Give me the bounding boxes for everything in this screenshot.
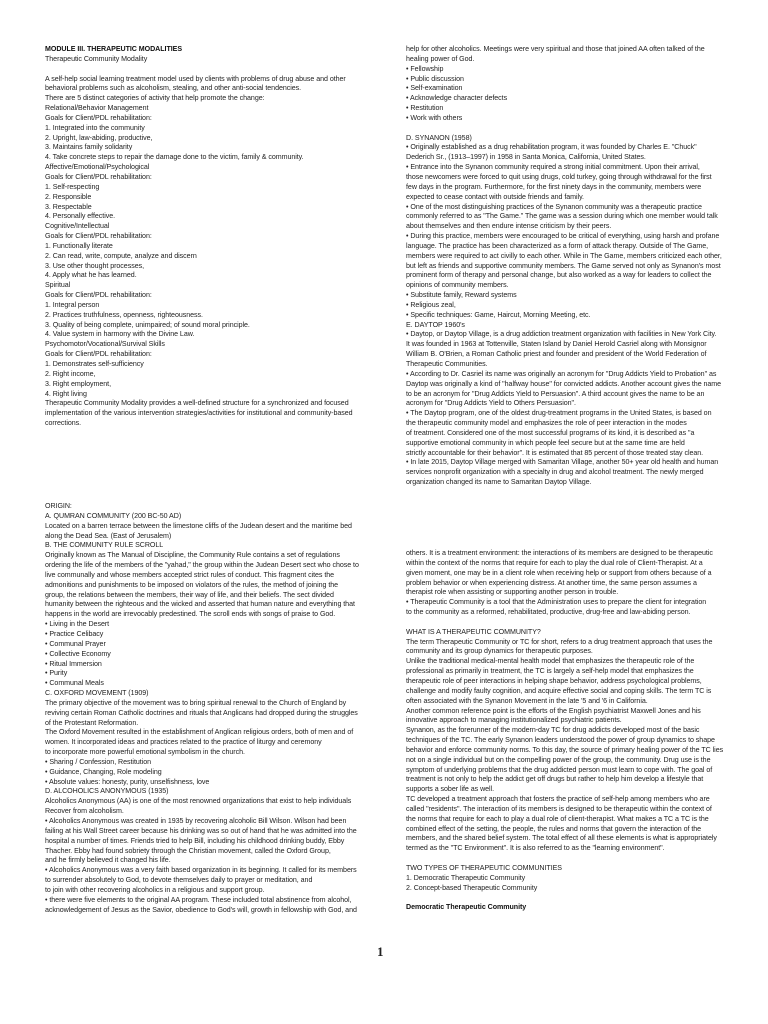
text-line: ordering the life of the members of the "yahad," the group within the Judean Desert sect who chose to bbox=[45, 561, 359, 570]
text-line: There are 5 distinct categories of activity that help promote the change: bbox=[45, 94, 265, 103]
text-line: 2. Upright, law-abiding, productive, bbox=[45, 133, 153, 142]
text-line: Psychomotor/Vocational/Survival Skills bbox=[45, 340, 165, 349]
text-line: expected to cease contact with outside friends and family. bbox=[406, 192, 584, 201]
text-line: admonitions and punishments to be imposed on violators of the rules, the method of joining the bbox=[45, 580, 339, 589]
text-line: • One of the most distinguishing practices of the Synanon community was a therapeutic practice bbox=[406, 202, 702, 211]
text-line: • Originally established as a drug rehabilitation program, it was founded by Charles E. "Chuck" bbox=[406, 143, 697, 152]
text-line: Democratic Therapeutic Community bbox=[406, 903, 527, 912]
text-line: to join with other recovering alcoholics in a religious and support group. bbox=[45, 885, 265, 894]
text-line: services nonprofit organization with a specialty in drug and alcohol treatment. The newly merged bbox=[406, 468, 704, 477]
text-line: 1. Self-respecting bbox=[45, 182, 100, 191]
text-line: • Practice Celibacy bbox=[45, 629, 104, 638]
text-line: Recover from alcoholism. bbox=[45, 807, 124, 816]
text-line bbox=[406, 124, 726, 134]
text-line: • Work with others bbox=[406, 113, 463, 122]
right-column-bottom bbox=[406, 549, 726, 913]
text-line: • Guidance, Changing, Role modeling bbox=[45, 767, 162, 776]
text-line: D. SYNANON (1958) bbox=[406, 133, 472, 142]
text-line: 1. Functionally literate bbox=[45, 241, 113, 250]
text-line: • Ritual Immersion bbox=[45, 659, 102, 668]
text-line: the therapeutic community model and emphasizes the role of peer interaction in the modes bbox=[406, 419, 687, 428]
text-line: hospital a number of times. Friends tried to help Bill, including his childhood drinking buddy, Ebby bbox=[45, 836, 345, 845]
text-line: Goals for Client/PDL rehabilitation: bbox=[45, 232, 152, 241]
text-line: to the community as a reformed, rehabilitated, productive, drug-free and law-abiding person. bbox=[406, 608, 691, 617]
text-line: • Communal Meals bbox=[45, 679, 104, 688]
text-line: It was founded in 1963 at Tottenville, Staten Island by Daniel Herold Casriel along with Monsignor bbox=[406, 340, 707, 349]
text-line: Goals for Client/PDL rehabilitation: bbox=[45, 113, 152, 122]
text-line bbox=[406, 854, 726, 864]
text-line: • Acknowledge character defects bbox=[406, 94, 508, 103]
text-line: reviving certain Roman Catholic doctrines and rituals that Anglicans had dropped during the struggles bbox=[45, 708, 358, 717]
text-line: 2. Can read, write, compute, analyze and discern bbox=[45, 251, 197, 260]
text-line: 1. Integrated into the community bbox=[45, 123, 145, 132]
text-line: 3. Quality of being complete, unimpaired; of sound moral principle. bbox=[45, 320, 250, 329]
text-line: treatment is not only to help the addict get off drugs but rather to help him develop a lifestyle that bbox=[406, 775, 704, 784]
text-line: • Public discussion bbox=[406, 74, 464, 83]
text-line: • Substitute family, Reward systems bbox=[406, 291, 517, 300]
text-line: • During this practice, members were encouraged to be critical of everything, using harsh and profane bbox=[406, 232, 720, 241]
text-line: happens in the world are irrevocably predestined. The scroll ends with songs of praise to God. bbox=[45, 610, 336, 619]
text-line: • Collective Economy bbox=[45, 649, 111, 658]
text-line: • Restitution bbox=[406, 104, 444, 113]
text-line: • Religious zeal, bbox=[406, 300, 456, 309]
text-line: language. The practice has been characterized as a form of attack therapy. Outside of The Game, bbox=[406, 241, 709, 250]
text-line: others. It is a treatment environment: the interactions of its members are designed to be therapeutic bbox=[406, 549, 713, 557]
text-line: • The Daytop program, one of the oldest drug-treatment programs in the United States, is based on bbox=[406, 409, 712, 418]
text-line: healing power of God. bbox=[406, 54, 475, 63]
text-line: E. DAYTOP 1960's bbox=[406, 320, 465, 329]
text-line: 3. Maintains family solidarity bbox=[45, 143, 133, 152]
text-line: implementation of the various intervention strategies/activities for institutional and community-based bbox=[45, 409, 353, 418]
text-line: techniques of the TC. The early Synanon leaders understood the power of group dynamics to shape bbox=[406, 736, 715, 745]
text-line: therapist role when assisting or supporting another person in trouble. bbox=[406, 588, 619, 597]
text-line: of treatment. Considered one of the most successful programs of its kind, it is described as "a bbox=[406, 428, 695, 437]
text-line: 2. Right income, bbox=[45, 369, 96, 378]
text-line: 1. Demonstrates self-sufficiency bbox=[45, 360, 144, 368]
text-line: to be an acronym for "Drug Addicts Yield to Persuasion". A third account gives the name to be an bbox=[406, 389, 705, 398]
text-line: but left as friends and supportive community members. The Game served not only as Synanon's most bbox=[406, 261, 721, 270]
text-line: A. QUMRAN COMMUNITY (200 BC-50 AD) bbox=[45, 511, 182, 520]
text-line: 4. Apply what he has learned. bbox=[45, 271, 137, 280]
text-line: combined effect of the setting, the people, the rules and norms that govern the interaction of the bbox=[406, 824, 702, 833]
page-number: 1 bbox=[377, 944, 384, 959]
text-line: • Therapeutic Community is a tool that the Administration uses to prepare the client for integration bbox=[406, 598, 707, 607]
text-line: members were required to act civilly to each other. While in The Game, members criticized each other, bbox=[406, 251, 722, 260]
text-line: commonly referred to as "The Game." The game was a session during which one member would talk bbox=[406, 212, 718, 221]
text-line: 3. Respectable bbox=[45, 202, 92, 211]
text-line: the norms that require for each to play a dual role of client-therapist. What makes a TC a TC is the bbox=[406, 814, 709, 823]
text-line: Goals for Client/PDL rehabilitation: bbox=[45, 350, 152, 359]
text-line: • Daytop, or Daytop Village, is a drug addiction treatment organization with facilities in New York City. bbox=[406, 330, 717, 339]
text-line: corrections. bbox=[45, 419, 82, 428]
text-line: Goals for Client/PDL rehabilitation: bbox=[45, 291, 152, 300]
text-line: 4. Value system in harmony with the Divine Law. bbox=[45, 330, 195, 339]
text-line: to surrender absolutely to God, to devote themselves daily to prayer or meditation, and bbox=[45, 876, 313, 885]
text-line: failing at his Wall Street career because his drinking was so out of hand that he was admitted into the bbox=[45, 826, 357, 835]
text-line: • Alcoholics Anonymous was a very faith based organization in its beginning. It called for its members bbox=[45, 866, 357, 875]
text-line: help for other alcoholics. Meetings were very spiritual and those that joined AA often talked of the bbox=[406, 45, 705, 53]
text-line: • Alcoholics Anonymous was created in 1935 by recovering alcoholic Bill Wilson. Wilson had been bbox=[45, 817, 347, 825]
text-line: 4. Right living bbox=[45, 389, 87, 398]
text-line: Originally known as The Manual of Discipline, the Community Rule contains a set of regulations bbox=[45, 551, 340, 560]
text-line: Located on a barren terrace between the limestone cliffs of the Judean desert and the maritime bed bbox=[45, 521, 352, 530]
text-line: problem behavior or when experiencing distress. At another time, the same person assumes a bbox=[406, 578, 697, 587]
text-line: Relational/Behavior Management bbox=[45, 104, 149, 113]
text-line: supportive emotional community in which people feel secure but at the same time are held bbox=[406, 438, 685, 447]
text-line: 1. Democratic Therapeutic Community bbox=[406, 873, 526, 882]
text-line: • Fellowship bbox=[406, 64, 444, 73]
text-line: often associated with the Synanon Movement in the late '5 and '6 in California. bbox=[406, 696, 648, 705]
text-line: 2. Responsible bbox=[45, 192, 92, 201]
text-line: not on a single individual but on the compelling power of the group, the community. Drug use is the bbox=[406, 755, 711, 764]
text-line: live communally and whose members accepted strict rules of conduct. This fragment cites the bbox=[45, 570, 335, 579]
text-line: • Entrance into the Synanon community required a strong initial commitment. Upon their arrival, bbox=[406, 163, 700, 172]
text-line: Therapeutic Communities. bbox=[406, 360, 488, 368]
text-line: women. It incorporated ideas and practices related to the practice of liturgy and ceremony bbox=[45, 738, 322, 747]
text-line: acronym for "Drug Addicts Yield to Others Persuasion". bbox=[406, 399, 576, 408]
text-line: 4. Personally effective. bbox=[45, 212, 116, 221]
text-line: 2. Practices truthfulness, openness, righteousness. bbox=[45, 310, 203, 319]
left-column-top bbox=[45, 45, 360, 429]
text-line: behavior and enforce community norms. To this day, the source of primary healing power of the TC lies bbox=[406, 745, 724, 754]
text-line: Unlike the traditional medical-mental health model that emphasizes the therapeutic role of the bbox=[406, 657, 695, 666]
text-line: • Living in the Desert bbox=[45, 620, 110, 629]
text-line: those newcomers were forced to quit using drugs, cold turkey, going through withdrawal for the first bbox=[406, 172, 712, 181]
text-line: called "residents". The interaction of its members is designed to be therapeutic within the context of bbox=[406, 804, 712, 813]
text-line: 1. Integral person bbox=[45, 300, 100, 309]
left-column-bottom bbox=[45, 502, 360, 915]
text-line: professional as primarily in treatment, the TC is largely a self-help model that emphasizes the bbox=[406, 667, 694, 676]
text-line: • Purity bbox=[45, 669, 68, 678]
text-line: group, the relations between the members, their way of life, and their beliefs. The sect divided bbox=[45, 590, 334, 599]
text-line: innovative approach to managing institutionalized psychiatric patients. bbox=[406, 716, 622, 725]
text-line: The Oxford Movement resulted in the establishment of Anglican religious orders, both of men and of bbox=[45, 728, 354, 737]
text-line: • Specific techniques: Game, Haircut, Morning Meeting, etc. bbox=[406, 310, 591, 319]
text-line: supports a sober life as well. bbox=[406, 785, 495, 794]
text-line: • Absolute values: honesty, purity, unselfishness, love bbox=[45, 777, 210, 786]
text-line: • Sharing / Confession, Restitution bbox=[45, 757, 152, 766]
text-line: • Communal Prayer bbox=[45, 639, 106, 648]
text-line: humanity between the righteous and the wicked and asserted that human nature and everything that bbox=[45, 600, 355, 609]
text-line: WHAT IS A THERAPEUTIC COMMUNITY? bbox=[406, 627, 541, 636]
text-line: Cognitive/Intellectual bbox=[45, 222, 110, 231]
text-line: about themselves and then endure intense criticism by their peers. bbox=[406, 222, 612, 231]
text-line: within the context of the norms that require for each to play the dual role of Client-Therapist. At a bbox=[406, 558, 703, 567]
text-line: Therapeutic Community Modality provides a well-defined structure for a synchronized and focused bbox=[45, 399, 349, 408]
text-line: • there were five elements to the original AA program. These included total abstinence from alcohol, bbox=[45, 895, 352, 904]
text-line: given moment, one may be in a client role when receiving help or support from others because of a bbox=[406, 568, 712, 577]
text-line: symptom of underlying problems that the drug addicted person must learn to cope with. The goal of bbox=[406, 765, 713, 774]
text-line bbox=[406, 894, 726, 904]
text-line: Alcoholics Anonymous (AA) is one of the most renowned organizations that exist to help individuals bbox=[45, 797, 352, 806]
text-line: Therapeutic Community Modality bbox=[45, 54, 148, 63]
text-line: along the Dead Sea. (East of Jerusalem) bbox=[45, 531, 172, 540]
text-line: strictly accountable for their behavior". It is estimated that 85 percent of those treated stay clean. bbox=[406, 448, 704, 457]
text-line: William B. O'Brien, a Roman Catholic priest and founder and president of the World Federation of bbox=[406, 350, 707, 359]
text-line: The term Therapeutic Community or TC for short, refers to a drug treatment approach that uses the bbox=[406, 637, 713, 646]
text-line: behavioral problems such as alcoholism, stealing, and other anti-social tendencies. bbox=[45, 84, 302, 93]
text-line: Dederich Sr., (1913–1997) in 1958 in Santa Monica, California, United States. bbox=[406, 153, 646, 162]
text-line: C. OXFORD MOVEMENT (1909) bbox=[45, 689, 149, 698]
text-line: 3. Right employment, bbox=[45, 379, 112, 388]
text-line: therapeutic role of peer interactions in helping shape behavior, address psychological problems, bbox=[406, 676, 702, 685]
text-line: prominent form of therapy and personal change, but also worked as a way for leaders to collect the bbox=[406, 271, 712, 280]
text-line: Thacher. Ebby had found sobriety through the Christian movement, called the Oxford Group, bbox=[45, 846, 331, 855]
text-line: • According to Dr. Casriel its name was originally an acronym for "Drug Addicts Yield to Probation" as bbox=[406, 369, 717, 378]
text-line: of the Protestant Reformation. bbox=[45, 718, 139, 727]
text-line: The primary objective of the movement was to bring spiritual renewal to the Church of England by bbox=[45, 698, 347, 707]
text-line: Affective/Emotional/Psychological bbox=[45, 163, 150, 172]
text-line: to incorporate more powerful emotional symbolism in the church. bbox=[45, 748, 245, 757]
text-line: members, and the shared belief system. The total effect of all these elements is what is appropriately bbox=[406, 834, 717, 843]
text-line: Another common reference point is the efforts of the English psychiatrist Maxwell Jones and his bbox=[406, 706, 701, 715]
text-line: 4. Take concrete steps to repair the damage done to the victim, family & community. bbox=[45, 153, 304, 162]
text-line: TC developed a treatment approach that fosters the practice of self-help among members who are bbox=[406, 795, 710, 804]
text-line: acknowledgement of Jesus as the Savior, obedience to God's will, growth in fellowship with God, and bbox=[45, 905, 357, 914]
text-line: community and its group dynamics for therapeutic purposes. bbox=[406, 647, 593, 656]
text-line: few days in the program. Furthermore, for the first ninety days in the community, members were bbox=[406, 182, 702, 191]
text-line: 2. Concept-based Therapeutic Community bbox=[406, 883, 538, 892]
text-line: Spiritual bbox=[45, 281, 71, 290]
text-line: challenge and modify faulty cognition, and acquire effective social and coping skills. The term TC is bbox=[406, 686, 712, 695]
text-line: TWO TYPES OF THERAPEUTIC COMMUNITIES bbox=[406, 864, 562, 872]
text-line: ORIGIN: bbox=[45, 502, 72, 510]
text-line: • In late 2015, Daytop Village merged with Samaritan Village, another 50+ year old health and human bbox=[406, 458, 719, 467]
text-line: Daytop was originally a kind of "halfway house" for convicted addicts. Another account gives the name bbox=[406, 379, 722, 388]
text-line: D. ALCOHOLICS ANONYMOUS (1935) bbox=[45, 787, 169, 796]
text-line: B. THE COMMUNITY RULE SCROLL bbox=[45, 541, 164, 550]
text-line: Synanon, as the forerunner of the modern-day TC for drug addicts developed most of the basic bbox=[406, 726, 700, 735]
text-line: 3. Use other thought processes, bbox=[45, 261, 145, 270]
text-line bbox=[406, 618, 726, 628]
text-line: and he firmly believed it changed his life. bbox=[45, 856, 171, 865]
text-line: organization changed its name to Samaritan Daytop Village. bbox=[406, 478, 592, 487]
text-line: A self-help social learning treatment model used by clients with problems of drug abuse and other bbox=[45, 74, 346, 83]
right-column-top bbox=[406, 45, 726, 488]
text-line: Goals for Client/PDL rehabilitation: bbox=[45, 172, 152, 181]
text-line: termed as the "TC Environment". It is also referred to as the "learning environment". bbox=[406, 844, 665, 853]
text-line bbox=[45, 65, 360, 75]
text-line: • Self-examination bbox=[406, 84, 463, 93]
text-line: MODULE III. THERAPEUTIC MODALITIES bbox=[45, 45, 183, 53]
text-line: opinions of community members. bbox=[406, 281, 509, 290]
